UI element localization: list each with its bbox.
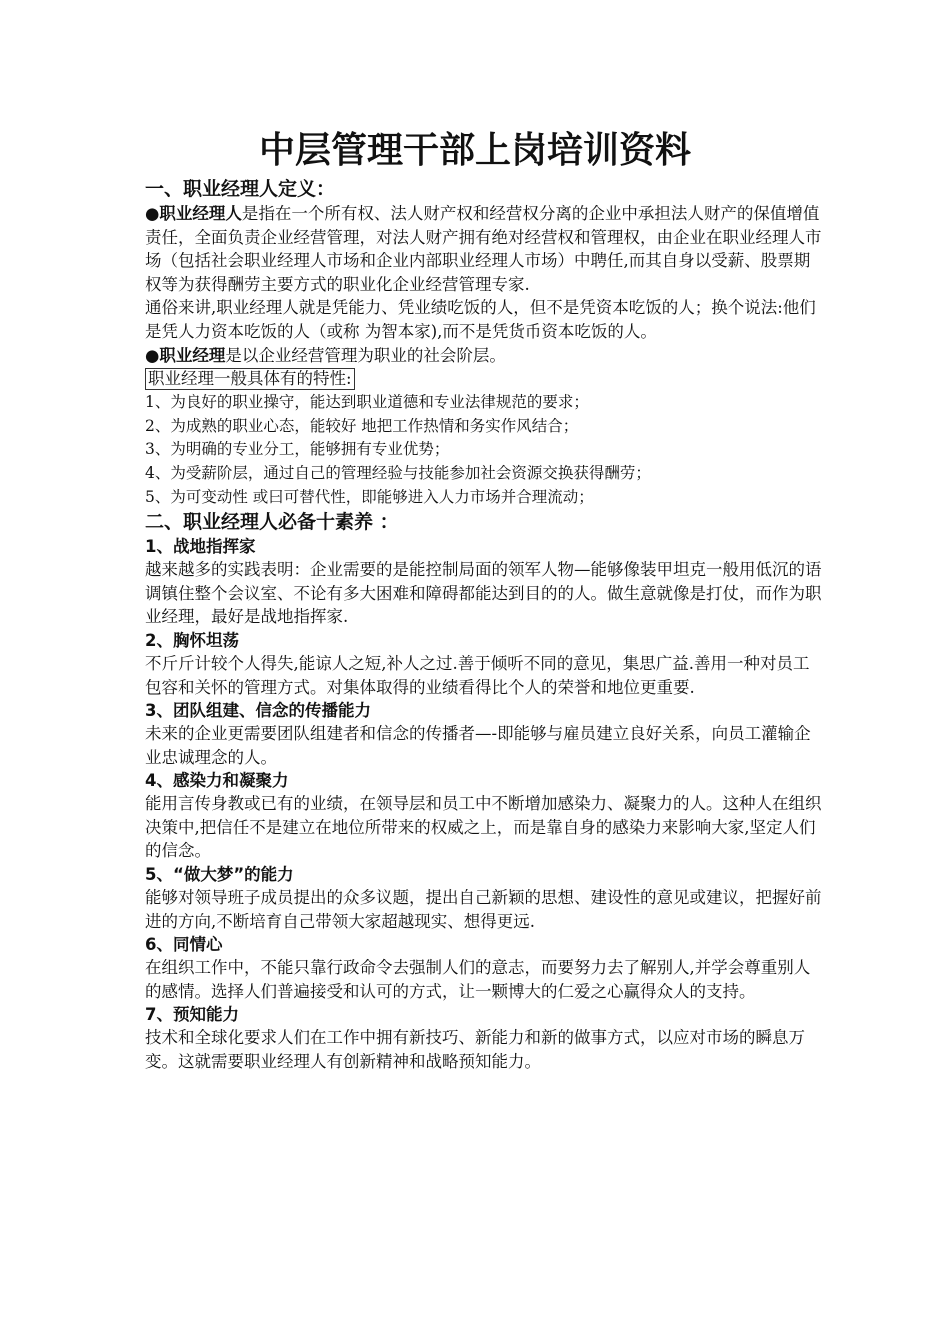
list-item: 3、为明确的专业分工，能够拥有专业优势； [145, 440, 450, 459]
definition-paragraph-2: 通俗来讲,职业经理人就是凭能力、凭业绩吃饭的人，但不是凭资本吃饭的人；换个说法:他们是凭人力资本吃饭的人（或称 为智本家),而不是凭货币资本吃饭的人。 [145, 298, 816, 341]
list-item: 5、为可变动性 或曰可替代性，即能够进入人力市场并合理流动； [145, 487, 594, 506]
item-5-title: 5、“做大梦”的能力 [145, 865, 294, 885]
definition-text-1: 是指在一个所有权、法人财产权和经营权分离的企业中承担法人财产的保值增值责任，全面负责企业经营管理，对法人财产拥有绝对经营权和管理权，由企业在职业经理人市场（包括社会职业经理人市场和企业内部职业经理人市场）中聘任,而其自身以受薪、股票期权等为获得酬劳主要方式的职业化企业经营管理专家. [145, 204, 822, 294]
item-2-title: 2、胸怀坦荡 [145, 630, 239, 650]
list-item: 2、为成熟的职业心态，能较好 地把工作热情和务实作风结合； [145, 416, 579, 435]
document-body [145, 176, 825, 1074]
bullet-icon: ● [145, 345, 160, 365]
definition-paragraph-1 [145, 202, 825, 296]
document-title: 中层管理干部上岗培训资料 [258, 130, 691, 171]
term-professional-manager: 职业经理人 [159, 204, 242, 223]
item-3-text: 未来的企业更需要团队组建者和信念的传播者—-即能够与雇员建立良好关系，向员工灌输企业忠诚理念的人。 [145, 724, 811, 767]
item-7-text: 技术和全球化要求人们在工作中拥有新技巧、新能力和新的做事方式，以应对市场的瞬息万变。这就需要职业经理人有创新精神和战略预知能力。 [145, 1028, 805, 1072]
characteristics-list [145, 391, 825, 509]
bullet-icon: ● [145, 204, 160, 223]
section-1-heading: 一、职业经理人定义： [145, 178, 336, 200]
list-item: 1、为良好的职业操守，能达到职业道德和专业法律规范的要求； [145, 393, 589, 412]
term-manager: 职业经理 [159, 345, 226, 365]
section-2-heading: 二、职业经理人必备十素养 ： [145, 511, 399, 534]
item-4-title: 4、感染力和凝聚力 [145, 771, 289, 791]
characteristics-heading: 职业经理一般具体有的特性: [145, 368, 355, 390]
item-3-title: 3、团队组建、信念的传播能力 [145, 701, 371, 721]
definition-paragraph-3 [145, 344, 825, 368]
item-5-text: 能够对领导班子成员提出的众多议题，提出自己新颖的思想、建设性的意见或建议，把握好前进的方向,不断培育自己带领大家超越现实、想得更远. [145, 888, 822, 931]
item-6-title: 6、同情心 [145, 935, 223, 955]
list-item: 4、为受薪阶层，通过自己的管理经验与技能参加社会资源交换获得酬劳； [145, 463, 651, 482]
item-1-title: 1、战地指挥家 [145, 537, 256, 557]
item-2-text: 不斤斤计较个人得失,能谅人之短,补人之过.善于倾听不同的意见，集思广益.善用一种对员工包容和关怀的管理方式。对集体取得的业绩看得比个人的荣誉和地位更重要. [145, 653, 810, 697]
item-7-title: 7、预知能力 [145, 1005, 239, 1025]
item-4-text: 能用言传身教或已有的业绩，在领导层和员工中不断增加感染力、凝聚力的人。这种人在组织决策中,把信任不是建立在地位所带来的权威之上，而是靠自身的感染力来影响大家,坚定人们的信念。 [145, 794, 822, 861]
definition-text-3: 是以企业经营管理为职业的社会阶层。 [225, 345, 506, 365]
characteristics-box-line [145, 367, 825, 391]
item-6-text: 在组织工作中，不能只靠行政命令去强制人们的意志，而要努力去了解别人,并学会尊重别人的感情。选择人们普遍接受和认可的方式，让一颗博大的仁爱之心赢得众人的支持。 [145, 958, 811, 1001]
item-1-text: 越来越多的实践表明：企业需要的是能控制局面的领军人物—能够像装甲坦克一般用低沉的语调镇住整个会议室、不论有多大困难和障碍都能达到目的的人。做生意就像是打仗，而作为职业经理，最好是战地指挥家. [145, 560, 822, 627]
